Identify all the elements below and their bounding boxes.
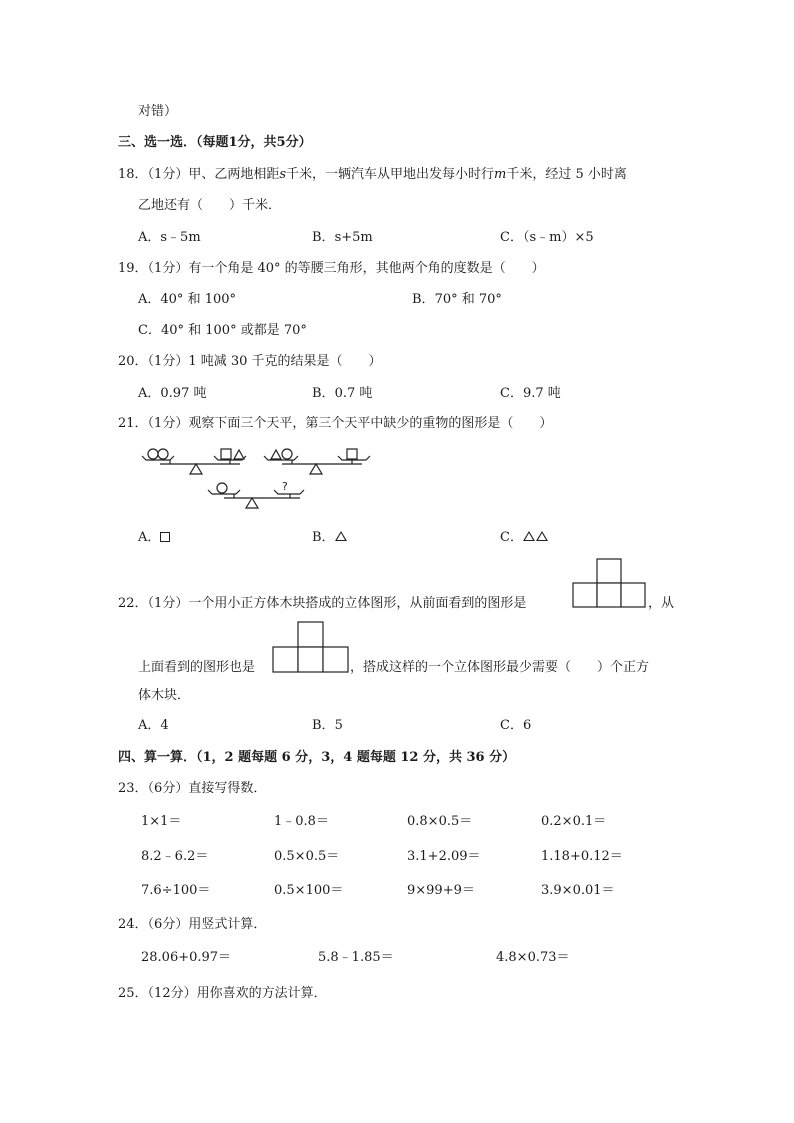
q20-stem: 20．（1分）1 吨减 30 千克的结果是（ ）: [118, 354, 382, 369]
option-text: 40° 和 100° 或都是 70°: [160, 323, 307, 338]
q19-option-c[interactable]: [138, 321, 307, 341]
square-shape-icon: [160, 532, 170, 542]
q19-option-b[interactable]: [412, 290, 502, 310]
q22-stem-line1: 22．（1分）一个用小正方体木块搭成的立体图形，从前面看到的图形是: [118, 596, 527, 611]
option-label: B．: [312, 530, 335, 545]
option-text: （s﹣m）×5: [522, 230, 594, 245]
q20-option-b[interactable]: [312, 384, 372, 404]
q21-option-b[interactable]: [312, 528, 347, 548]
q18-stem-part-b: 千米，一辆汽车从甲地出发每小时行: [286, 167, 495, 182]
balance-scale-3-unknown: [282, 480, 288, 493]
q21-stem: 21．（1分）观察下面三个天平，第三个天平中缺少的重物的图形是（ ）: [118, 416, 553, 431]
balance-scale-2: [264, 449, 370, 474]
q18-option-a[interactable]: [138, 228, 201, 248]
option-label: B．: [312, 386, 335, 401]
option-label: B．: [412, 292, 435, 307]
vertical-calc-item: 5.8﹣1.85＝: [318, 950, 394, 965]
triangle-shape-icon: [536, 531, 548, 541]
continuation-text: 对错）: [138, 104, 178, 119]
front-view-figure: [572, 558, 648, 610]
option-label: C．: [500, 230, 523, 245]
q21-option-a[interactable]: [138, 528, 170, 548]
section-4-title: 四、算一算．（1，2 题每题 6 分，3，4 题每题 12 分，共 36 分）: [118, 750, 516, 765]
option-label: C．: [500, 530, 523, 545]
option-label: A．: [138, 230, 161, 245]
option-label: A．: [138, 292, 161, 307]
q18-var-s: s: [279, 167, 286, 182]
q24-stem: 24．（6分）用竖式计算．: [118, 917, 267, 932]
top-view-figure: [272, 621, 350, 673]
calc-item: 1.18+0.12＝: [541, 849, 623, 864]
option-label: A．: [138, 386, 161, 401]
q19-stem: 19．（1分）有一个角是 40° 的等腰三角形，其他两个角的度数是（ ）: [118, 261, 545, 276]
calc-item: 1×1＝: [141, 814, 182, 829]
q22-option-b[interactable]: [312, 716, 343, 736]
option-text: s﹣5m: [160, 230, 201, 245]
option-label: C．: [138, 323, 161, 338]
vertical-calc-item: 28.06+0.97＝: [141, 950, 232, 965]
q19-option-a[interactable]: [138, 290, 236, 310]
balance-scales-figure: [140, 444, 380, 516]
vertical-calc-item: 4.8×0.73＝: [496, 950, 570, 965]
q20-option-c[interactable]: [500, 384, 561, 404]
option-label: A．: [138, 718, 161, 733]
option-label: C．: [500, 386, 523, 401]
triangle-shape-icon: [335, 531, 347, 541]
calc-item: 0.5×100＝: [274, 883, 344, 898]
q21-option-c[interactable]: [500, 528, 548, 548]
q18-stem-line2: 乙地还有（ ）千米．: [138, 198, 282, 213]
section-3-title: 三、选一选．（每题1分，共5分）: [118, 135, 312, 150]
q18-stem-part-c: 千米，经过 5 小时离: [506, 167, 627, 182]
option-text: 5: [334, 718, 343, 733]
calc-item: 0.8×0.5＝: [407, 814, 473, 829]
option-text: 0.97 吨: [160, 386, 207, 401]
q23-stem: 23．（6分）直接写得数．: [118, 781, 267, 796]
option-label: B．: [312, 718, 335, 733]
option-text: 9.7 吨: [522, 386, 561, 401]
q22-stem-line3: 体木块．: [138, 688, 191, 703]
calc-item: 0.2×0.1＝: [541, 814, 607, 829]
calc-item: 0.5×0.5＝: [274, 849, 340, 864]
q22-stem-line2-end: ，搭成这样的一个立体图形最少需要（ ）个正方: [350, 660, 650, 675]
q18-stem-part-a: 18．（1分）甲、乙两地相距: [118, 167, 280, 182]
balance-scale-3: [208, 483, 304, 508]
option-text: 40° 和 100°: [160, 292, 237, 307]
q22-option-a[interactable]: [138, 716, 169, 736]
option-text: 0.7 吨: [334, 386, 373, 401]
option-label: A．: [138, 530, 161, 545]
calc-item: 7.6÷100＝: [141, 883, 211, 898]
q25-stem: 25．（12分）用你喜欢的方法计算．: [118, 986, 327, 1001]
q18-stem: [118, 165, 627, 185]
option-text: 70° 和 70°: [434, 292, 502, 307]
q22-stem-line2: 上面看到的图形也是: [138, 660, 256, 675]
calc-item: 3.9×0.01＝: [541, 883, 615, 898]
option-text: s+5m: [334, 230, 373, 245]
triangle-shape-icon: [523, 531, 535, 541]
q22-option-c[interactable]: [500, 716, 531, 736]
calc-item: 1﹣0.8＝: [274, 814, 329, 829]
q18-var-m: m: [494, 167, 507, 182]
calc-item: 9×99+9＝: [407, 883, 475, 898]
calc-item: 8.2﹣6.2＝: [141, 849, 209, 864]
option-text: 6: [522, 718, 532, 733]
option-label: C．: [500, 718, 523, 733]
q22-stem-line1-end: ，从: [648, 596, 675, 611]
balance-scale-1: [142, 449, 246, 474]
option-text: 4: [160, 718, 169, 733]
q18-option-c[interactable]: [500, 228, 594, 248]
q20-option-a[interactable]: [138, 384, 206, 404]
option-label: B．: [312, 230, 335, 245]
unknown-weight-mark: ?: [282, 480, 288, 493]
calc-item: 3.1+2.09＝: [407, 849, 481, 864]
q18-option-b[interactable]: [312, 228, 373, 248]
